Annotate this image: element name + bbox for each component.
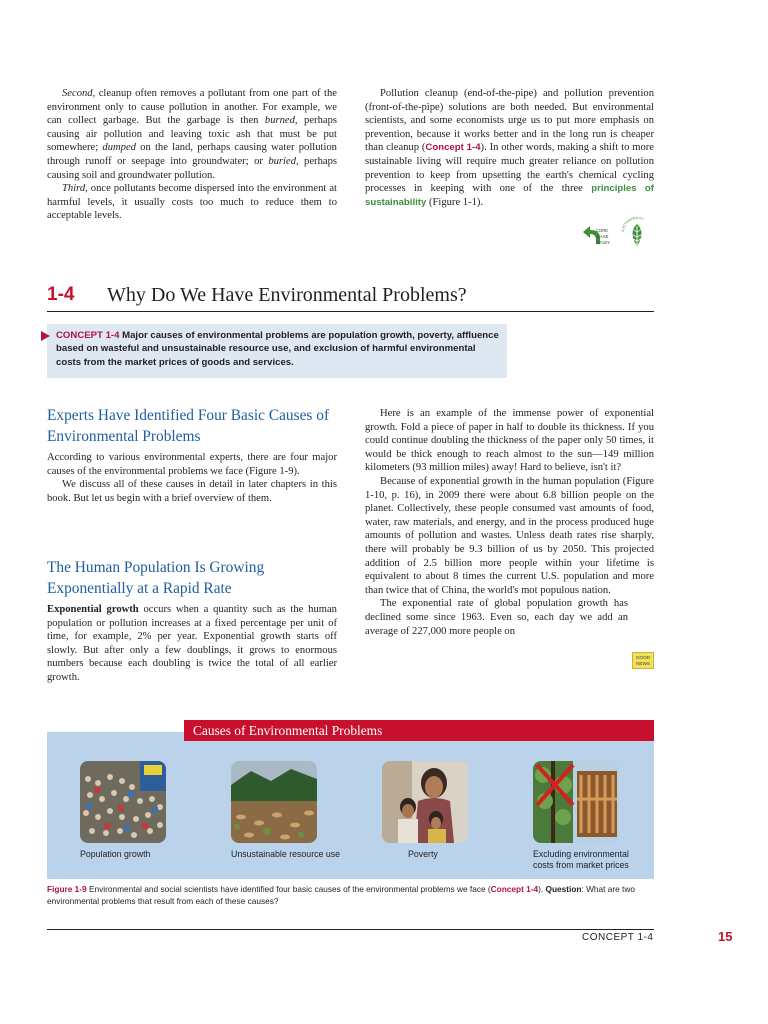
top-left-column — [47, 87, 337, 223]
figure-item-resource-use — [231, 761, 341, 860]
good-news-badge: GOOD NEWS — [632, 652, 654, 669]
sustainability-icons — [580, 215, 656, 254]
sustainability-leaf-icon — [620, 214, 654, 248]
svg-text:CORE: CORE — [596, 228, 609, 233]
figure-item-poverty — [382, 761, 492, 860]
run-second: Second, — [62, 88, 96, 99]
paragraph-second — [47, 87, 337, 182]
run-text: occurs when a quantity such as the human population or pollution increases at a fixed percentage per unit of time, for example, 2% per year. Exponential growth starts off slowly. But after only a few doublings, it grows to enormous numbers because each doubling is twice the total of all earlier growth. — [47, 604, 337, 683]
svg-text:STUDY: STUDY — [596, 240, 611, 245]
concept-arrow-icon — [41, 331, 50, 341]
key-term: Exponential growth — [47, 604, 139, 615]
subsection-population-body — [47, 603, 337, 685]
concept-body: Major causes of environmental problems are population growth, poverty, affluence based on wasteful and unsustainable resource use, and exclusion of harmful environmental costs from the market prices of goods and services. — [56, 330, 499, 368]
paragraph-exponential — [47, 603, 337, 685]
run-text: Environmental and social scientists have identified four basic causes of the environmental problems we face ( — [86, 884, 491, 894]
footer-concept-label: CONCEPT 1-4 — [582, 932, 654, 943]
run-text: ). In other words, making a shift to more sustainable living will require much greater reliance on pollution prevention to keep from upsetting the earth's chemical cycling processes in keeping with one of the three — [365, 142, 654, 195]
concept-reference-link[interactable]: Concept 1-4 — [425, 142, 481, 154]
run-buried: buried, — [268, 155, 299, 167]
page-number: 15 — [718, 929, 733, 944]
right-middle-column — [365, 407, 654, 638]
unsustainable-resource-use-photo — [231, 761, 317, 843]
run-text: once pollutants become dispersed into the environment at harmful levels, it usually costs too much to reduce them to acceptable levels. — [47, 183, 337, 222]
figure-item-label: Excluding environmental costs from market prices — [533, 849, 629, 870]
subsection-causes-body — [47, 451, 337, 505]
paragraph-experts: According to various environmental experts, there are four major causes of the environmental problems we face (Figure 1-9). — [47, 452, 337, 477]
paragraph-population-growth: Because of exponential growth in the human population (Figure 1-10, p. 16), in 2009 there were about 6.8 billion people on the planet. Collectively, these people consumed vast amounts of food, water, raw materials, and energy, and in the process produced huge amounts of pollution and wastes. Unless death rates rise sharply, there will probably be 9.3 billion of us by 2050. This projected addition of 2.5 billion more people within your lifetime is equivalent to about 8 times the current U.S. population and more than twice that of China, the world's mot populous nation. — [365, 475, 654, 596]
run-text: perhaps causing air pollution and leaving toxic ash that must be put somewhere; — [47, 115, 338, 154]
top-right-column — [365, 87, 654, 209]
paragraph-paper-example: Here is an example of the immense power of exponential growth. Fold a piece of paper in half to double its thickness. If you could continue doubling the thickness of the paper only 50 times, it would be thick enough to reach almost to the sun—149 million kilometers (93 million miles) away! Hard to believe, isn't it? — [365, 408, 654, 474]
concept-label: CONCEPT 1-4 — [56, 330, 120, 341]
footer-rule — [47, 929, 654, 930]
paragraph-cleanup — [365, 87, 654, 209]
population-growth-photo — [80, 761, 166, 843]
figure-item-label: Unsustainable resource use — [231, 849, 341, 859]
run-text: Pollution cleanup (end-of-the-pipe) and pollution prevention (front-of-the-pipe) solutions are both needed. But environmental scientists, and some economists urge us to put more emphasis on prevention, because it works better and in the long run is cheaper than cleanup ( — [365, 88, 654, 154]
run-dumped: dumped — [102, 142, 136, 154]
figure-item-label: Population growth — [80, 849, 151, 859]
figure-1-9 — [47, 719, 654, 879]
figure-panel — [47, 732, 654, 879]
principles-link[interactable]: principles of sustainability — [365, 183, 654, 208]
run-burned: burned, — [264, 115, 298, 127]
subsection-heading-population: The Human Population Is Growing Exponentially at a Rapid Rate — [47, 559, 265, 597]
figure-title-bar: Causes of Environmental Problems — [184, 720, 654, 741]
caption-question-label: Question — [545, 884, 582, 894]
run-text: (Figure 1-1). — [426, 196, 484, 208]
paragraph-growth-rate: The exponential rate of global population growth has declined some since 1963. Even so, each day we add an average of 227,000 more people on — [365, 598, 628, 637]
svg-text:CASE: CASE — [597, 234, 609, 239]
excluding-costs-photo — [533, 761, 619, 843]
poverty-photo — [382, 761, 468, 843]
run-text: perhaps causing soil and groundwater pollution. — [47, 155, 338, 181]
svg-text:SUSTAINABILITY: SUSTAINABILITY — [620, 215, 645, 233]
subsection-heading-causes: Experts Have Identified Four Basic Causes of Environmental Problems — [47, 407, 330, 445]
paragraph-third — [47, 182, 337, 223]
run-text: ). — [538, 884, 546, 894]
figure-item-label: Poverty — [408, 849, 438, 859]
caption-concept-link[interactable]: Concept 1-4 — [490, 884, 539, 894]
run-text: : What are two environmental problems that result from each of these causes? — [47, 884, 635, 906]
paragraph-overview: We discuss all of these causes in detail in later chapters in this book. But let us begin with a brief overview of them. — [47, 479, 337, 504]
run-text: cleanup often removes a pollutant from one part of the environment only to cause pollution in another. For example, we can collect garbage. But the garbage is then — [47, 88, 337, 127]
caption-label: Figure 1-9 — [47, 884, 87, 894]
section-title: Why Do We Have Environmental Problems? — [107, 284, 467, 306]
figure-item-population — [80, 761, 190, 860]
concept-box — [47, 324, 507, 378]
run-text: on the land, perhaps causing water pollution through runoff or seepage into groundwater; or — [47, 142, 337, 167]
section-number: 1-4 — [47, 284, 75, 305]
figure-item-environmental-costs — [533, 761, 643, 870]
concept-text — [56, 329, 501, 369]
run-third: Third, — [62, 183, 88, 195]
figure-caption — [47, 884, 654, 907]
section-heading — [47, 284, 654, 312]
